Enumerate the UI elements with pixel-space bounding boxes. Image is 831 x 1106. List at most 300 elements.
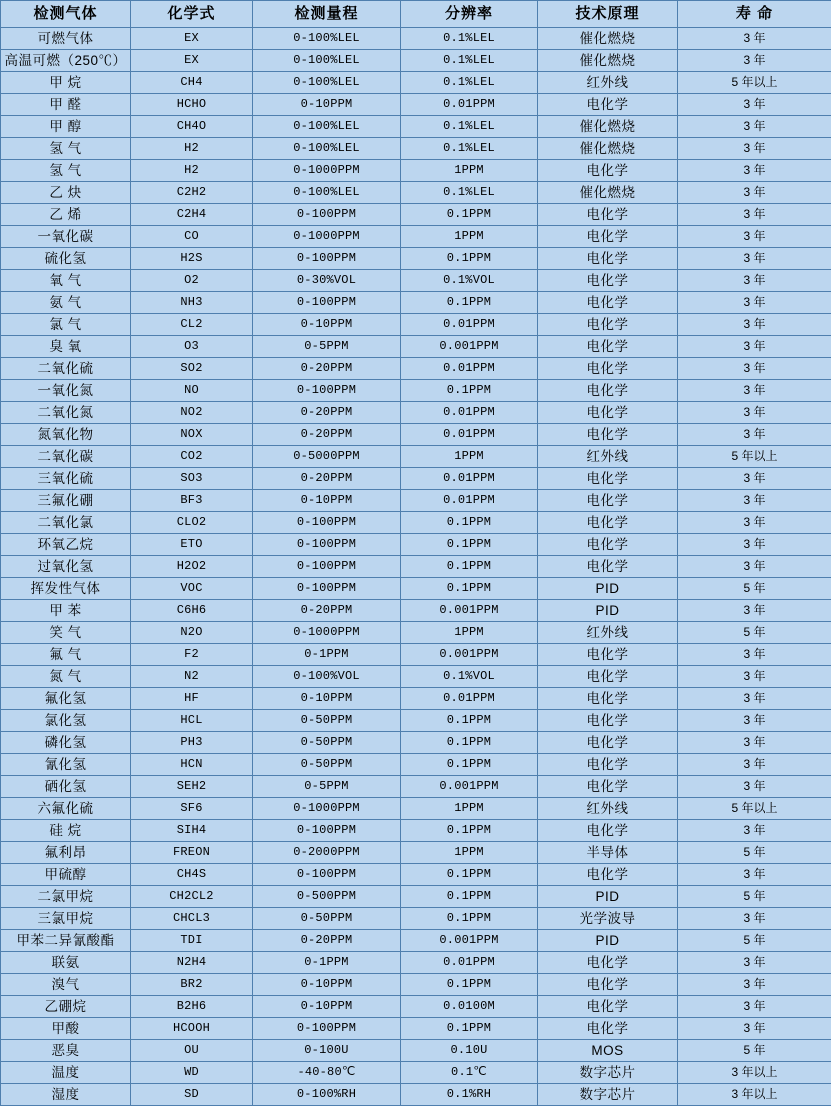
cell-lifespan: 3 年 (678, 138, 831, 160)
cell-chemical-formula: EX (131, 28, 253, 50)
cell-detection-range: 0-5000PPM (253, 446, 401, 468)
cell-lifespan: 5 年 (678, 1040, 831, 1062)
table-row (1, 314, 831, 336)
cell-detection-range: 0-100%LEL (253, 28, 401, 50)
table-row (1, 468, 831, 490)
cell-lifespan: 3 年 (678, 50, 831, 72)
cell-resolution: 0.1PPM (401, 974, 538, 996)
table-row (1, 270, 831, 292)
column-header-resolution: 分辨率 (401, 1, 538, 28)
cell-technical-principle: 电化学 (538, 314, 678, 336)
cell-lifespan: 3 年 (678, 644, 831, 666)
cell-resolution: 0.01PPM (401, 688, 538, 710)
cell-technical-principle: 数字芯片 (538, 1062, 678, 1084)
cell-technical-principle: 催化燃烧 (538, 116, 678, 138)
cell-gas-name: 氰化氢 (1, 754, 131, 776)
cell-detection-range: 0-1000PPM (253, 798, 401, 820)
cell-gas-name: 乙 烯 (1, 204, 131, 226)
cell-resolution: 0.0100M (401, 996, 538, 1018)
cell-lifespan: 3 年 (678, 974, 831, 996)
cell-resolution: 0.1PPM (401, 534, 538, 556)
table-row (1, 204, 831, 226)
table-row (1, 776, 831, 798)
cell-gas-name: 六氟化硫 (1, 798, 131, 820)
cell-gas-name: 溴气 (1, 974, 131, 996)
cell-chemical-formula: N2 (131, 666, 253, 688)
cell-gas-name: 氟利昂 (1, 842, 131, 864)
cell-resolution: 0.01PPM (401, 358, 538, 380)
table-row (1, 160, 831, 182)
cell-detection-range: 0-100PPM (253, 380, 401, 402)
cell-resolution: 1PPM (401, 842, 538, 864)
table-row (1, 292, 831, 314)
cell-resolution: 0.1PPM (401, 886, 538, 908)
table-row (1, 402, 831, 424)
cell-resolution: 0.1PPM (401, 754, 538, 776)
cell-resolution: 0.001PPM (401, 930, 538, 952)
cell-detection-range: 0-5PPM (253, 776, 401, 798)
table-row (1, 72, 831, 94)
cell-chemical-formula: N2O (131, 622, 253, 644)
cell-resolution: 1PPM (401, 226, 538, 248)
cell-resolution: 0.1PPM (401, 556, 538, 578)
cell-technical-principle: 电化学 (538, 380, 678, 402)
table-row (1, 688, 831, 710)
cell-lifespan: 3 年 (678, 600, 831, 622)
cell-lifespan: 3 年 (678, 204, 831, 226)
cell-detection-range: 0-2000PPM (253, 842, 401, 864)
cell-lifespan: 3 年 (678, 116, 831, 138)
cell-resolution: 0.001PPM (401, 600, 538, 622)
cell-chemical-formula: C2H2 (131, 182, 253, 204)
cell-gas-name: 硅 烷 (1, 820, 131, 842)
cell-lifespan: 3 年 (678, 710, 831, 732)
cell-chemical-formula: CO (131, 226, 253, 248)
cell-technical-principle: 催化燃烧 (538, 50, 678, 72)
cell-lifespan: 3 年 (678, 468, 831, 490)
cell-technical-principle: 电化学 (538, 468, 678, 490)
cell-detection-range: 0-10PPM (253, 490, 401, 512)
table-row (1, 1018, 831, 1040)
cell-technical-principle: 电化学 (538, 666, 678, 688)
cell-chemical-formula: SO3 (131, 468, 253, 490)
cell-resolution: 1PPM (401, 160, 538, 182)
table-row (1, 424, 831, 446)
cell-technical-principle: 电化学 (538, 424, 678, 446)
cell-technical-principle: 红外线 (538, 72, 678, 94)
cell-gas-name: 温度 (1, 1062, 131, 1084)
cell-technical-principle: PID (538, 886, 678, 908)
cell-gas-name: 甲 醛 (1, 94, 131, 116)
cell-chemical-formula: H2 (131, 160, 253, 182)
column-header-principle: 技术原理 (538, 1, 678, 28)
cell-detection-range: 0-10PPM (253, 94, 401, 116)
column-header-formula: 化学式 (131, 1, 253, 28)
table-row (1, 996, 831, 1018)
cell-chemical-formula: OU (131, 1040, 253, 1062)
cell-resolution: 0.1PPM (401, 864, 538, 886)
cell-chemical-formula: SD (131, 1084, 253, 1106)
cell-technical-principle: MOS (538, 1040, 678, 1062)
table-row (1, 512, 831, 534)
cell-chemical-formula: N2H4 (131, 952, 253, 974)
cell-resolution: 0.01PPM (401, 94, 538, 116)
cell-detection-range: 0-10PPM (253, 996, 401, 1018)
cell-resolution: 0.01PPM (401, 424, 538, 446)
cell-gas-name: 二氧化硫 (1, 358, 131, 380)
table-header (1, 1, 831, 28)
cell-technical-principle: 电化学 (538, 688, 678, 710)
cell-technical-principle: 电化学 (538, 534, 678, 556)
cell-lifespan: 3 年 (678, 182, 831, 204)
cell-resolution: 0.001PPM (401, 776, 538, 798)
cell-lifespan: 3 年 (678, 490, 831, 512)
cell-detection-range: -40-80℃ (253, 1062, 401, 1084)
cell-gas-name: 三氟化硼 (1, 490, 131, 512)
cell-chemical-formula: BF3 (131, 490, 253, 512)
cell-detection-range: 0-20PPM (253, 930, 401, 952)
cell-gas-name: 氯 气 (1, 314, 131, 336)
table-row (1, 600, 831, 622)
cell-chemical-formula: HF (131, 688, 253, 710)
cell-lifespan: 3 年 (678, 864, 831, 886)
column-header-range: 检测量程 (253, 1, 401, 28)
cell-lifespan: 3 年 (678, 314, 831, 336)
cell-resolution: 0.1PPM (401, 732, 538, 754)
table-row (1, 50, 831, 72)
cell-detection-range: 0-50PPM (253, 710, 401, 732)
cell-resolution: 0.1%LEL (401, 28, 538, 50)
cell-technical-principle: 催化燃烧 (538, 138, 678, 160)
cell-gas-name: 磷化氢 (1, 732, 131, 754)
cell-lifespan: 5 年 (678, 578, 831, 600)
cell-lifespan: 5 年 (678, 886, 831, 908)
cell-gas-name: 氨 气 (1, 292, 131, 314)
cell-chemical-formula: O2 (131, 270, 253, 292)
cell-lifespan: 3 年 (678, 754, 831, 776)
cell-detection-range: 0-100%LEL (253, 72, 401, 94)
cell-detection-range: 0-10PPM (253, 974, 401, 996)
table-row (1, 336, 831, 358)
cell-resolution: 1PPM (401, 622, 538, 644)
cell-lifespan: 5 年以上 (678, 72, 831, 94)
cell-resolution: 0.1PPM (401, 292, 538, 314)
cell-detection-range: 0-100PPM (253, 578, 401, 600)
cell-technical-principle: PID (538, 930, 678, 952)
cell-resolution: 0.1PPM (401, 248, 538, 270)
cell-detection-range: 0-100PPM (253, 1018, 401, 1040)
cell-technical-principle: 电化学 (538, 490, 678, 512)
cell-gas-name: 恶臭 (1, 1040, 131, 1062)
cell-resolution: 1PPM (401, 446, 538, 468)
cell-resolution: 0.1%VOL (401, 666, 538, 688)
cell-technical-principle: 电化学 (538, 248, 678, 270)
cell-resolution: 0.1PPM (401, 578, 538, 600)
cell-detection-range: 0-20PPM (253, 402, 401, 424)
cell-detection-range: 0-100PPM (253, 534, 401, 556)
cell-lifespan: 3 年 (678, 908, 831, 930)
cell-resolution: 0.1PPM (401, 1018, 538, 1040)
cell-technical-principle: 电化学 (538, 820, 678, 842)
cell-gas-name: 氢 气 (1, 160, 131, 182)
table-row (1, 1062, 831, 1084)
cell-lifespan: 5 年 (678, 930, 831, 952)
cell-detection-range: 0-1000PPM (253, 622, 401, 644)
cell-lifespan: 3 年 (678, 402, 831, 424)
table-row (1, 908, 831, 930)
table-row (1, 1084, 831, 1106)
table-row (1, 930, 831, 952)
table-row (1, 94, 831, 116)
table-row (1, 798, 831, 820)
cell-technical-principle: 电化学 (538, 270, 678, 292)
cell-chemical-formula: WD (131, 1062, 253, 1084)
table-row (1, 864, 831, 886)
cell-resolution: 0.10U (401, 1040, 538, 1062)
cell-detection-range: 0-100%LEL (253, 138, 401, 160)
cell-resolution: 0.1%LEL (401, 138, 538, 160)
table-row (1, 666, 831, 688)
cell-technical-principle: 电化学 (538, 94, 678, 116)
cell-technical-principle: 电化学 (538, 512, 678, 534)
cell-gas-name: 二氧化碳 (1, 446, 131, 468)
cell-technical-principle: 电化学 (538, 226, 678, 248)
cell-lifespan: 3 年 (678, 952, 831, 974)
cell-chemical-formula: HCN (131, 754, 253, 776)
cell-technical-principle: 电化学 (538, 732, 678, 754)
cell-lifespan: 3 年 (678, 556, 831, 578)
cell-gas-name: 挥发性气体 (1, 578, 131, 600)
cell-lifespan: 3 年 (678, 292, 831, 314)
cell-gas-name: 硒化氢 (1, 776, 131, 798)
table-row (1, 226, 831, 248)
cell-gas-name: 高温可燃（250℃） (1, 50, 131, 72)
cell-technical-principle: 电化学 (538, 1018, 678, 1040)
cell-detection-range: 0-20PPM (253, 424, 401, 446)
cell-technical-principle: 电化学 (538, 952, 678, 974)
cell-chemical-formula: EX (131, 50, 253, 72)
cell-chemical-formula: HCL (131, 710, 253, 732)
cell-lifespan: 3 年 (678, 226, 831, 248)
cell-detection-range: 0-100%VOL (253, 666, 401, 688)
cell-chemical-formula: NH3 (131, 292, 253, 314)
cell-chemical-formula: FREON (131, 842, 253, 864)
cell-resolution: 0.1%LEL (401, 116, 538, 138)
cell-gas-name: 过氧化氢 (1, 556, 131, 578)
cell-lifespan: 3 年 (678, 534, 831, 556)
cell-resolution: 0.1%LEL (401, 182, 538, 204)
cell-detection-range: 0-100U (253, 1040, 401, 1062)
cell-gas-name: 三氯甲烷 (1, 908, 131, 930)
cell-chemical-formula: NO2 (131, 402, 253, 424)
cell-gas-name: 氟化氢 (1, 688, 131, 710)
cell-technical-principle: 电化学 (538, 402, 678, 424)
cell-resolution: 0.001PPM (401, 644, 538, 666)
cell-gas-name: 臭 氧 (1, 336, 131, 358)
cell-chemical-formula: BR2 (131, 974, 253, 996)
cell-technical-principle: 红外线 (538, 798, 678, 820)
cell-lifespan: 3 年 (678, 94, 831, 116)
cell-detection-range: 0-5PPM (253, 336, 401, 358)
cell-lifespan: 5 年 (678, 622, 831, 644)
cell-gas-name: 氢 气 (1, 138, 131, 160)
cell-chemical-formula: SIH4 (131, 820, 253, 842)
cell-lifespan: 5 年以上 (678, 798, 831, 820)
cell-technical-principle: 电化学 (538, 974, 678, 996)
cell-technical-principle: 电化学 (538, 336, 678, 358)
cell-chemical-formula: CL2 (131, 314, 253, 336)
cell-chemical-formula: PH3 (131, 732, 253, 754)
cell-gas-name: 二氯甲烷 (1, 886, 131, 908)
cell-technical-principle: 电化学 (538, 996, 678, 1018)
cell-chemical-formula: C6H6 (131, 600, 253, 622)
cell-resolution: 0.01PPM (401, 468, 538, 490)
cell-chemical-formula: F2 (131, 644, 253, 666)
cell-lifespan: 3 年 (678, 336, 831, 358)
cell-resolution: 0.01PPM (401, 490, 538, 512)
table-row (1, 446, 831, 468)
cell-detection-range: 0-100PPM (253, 248, 401, 270)
cell-lifespan: 3 年 (678, 1018, 831, 1040)
cell-gas-name: 氧 气 (1, 270, 131, 292)
cell-technical-principle: 电化学 (538, 864, 678, 886)
cell-resolution: 0.1PPM (401, 820, 538, 842)
cell-resolution: 0.1PPM (401, 512, 538, 534)
cell-detection-range: 0-1PPM (253, 952, 401, 974)
cell-gas-name: 一氧化氮 (1, 380, 131, 402)
cell-resolution: 0.1%LEL (401, 50, 538, 72)
cell-gas-name: 环氧乙烷 (1, 534, 131, 556)
table-row (1, 644, 831, 666)
cell-lifespan: 5 年 (678, 842, 831, 864)
cell-technical-principle: 电化学 (538, 556, 678, 578)
table-row (1, 248, 831, 270)
cell-resolution: 0.1PPM (401, 710, 538, 732)
table-row (1, 358, 831, 380)
cell-chemical-formula: ETO (131, 534, 253, 556)
cell-gas-name: 甲 苯 (1, 600, 131, 622)
cell-technical-principle: 数字芯片 (538, 1084, 678, 1106)
table-row (1, 1040, 831, 1062)
cell-chemical-formula: NOX (131, 424, 253, 446)
cell-chemical-formula: NO (131, 380, 253, 402)
cell-lifespan: 3 年 (678, 270, 831, 292)
cell-detection-range: 0-50PPM (253, 754, 401, 776)
cell-technical-principle: 光学波导 (538, 908, 678, 930)
cell-technical-principle: 电化学 (538, 710, 678, 732)
cell-gas-name: 二氧化氯 (1, 512, 131, 534)
cell-gas-name: 联氨 (1, 952, 131, 974)
table-row (1, 886, 831, 908)
cell-detection-range: 0-100PPM (253, 864, 401, 886)
cell-technical-principle: PID (538, 600, 678, 622)
cell-technical-principle: 电化学 (538, 776, 678, 798)
cell-chemical-formula: SO2 (131, 358, 253, 380)
cell-chemical-formula: CH4S (131, 864, 253, 886)
cell-lifespan: 3 年 (678, 820, 831, 842)
cell-gas-name: 乙 炔 (1, 182, 131, 204)
table-row (1, 380, 831, 402)
cell-gas-name: 甲酸 (1, 1018, 131, 1040)
table-row (1, 732, 831, 754)
table-row (1, 116, 831, 138)
cell-detection-range: 0-100PPM (253, 512, 401, 534)
table-row (1, 622, 831, 644)
cell-gas-name: 二氧化氮 (1, 402, 131, 424)
cell-gas-name: 甲 烷 (1, 72, 131, 94)
cell-chemical-formula: C2H4 (131, 204, 253, 226)
cell-technical-principle: 电化学 (538, 644, 678, 666)
cell-detection-range: 0-100%LEL (253, 182, 401, 204)
cell-resolution: 0.01PPM (401, 314, 538, 336)
cell-gas-name: 硫化氢 (1, 248, 131, 270)
cell-detection-range: 0-500PPM (253, 886, 401, 908)
cell-chemical-formula: B2H6 (131, 996, 253, 1018)
cell-technical-principle: 催化燃烧 (538, 28, 678, 50)
table-body (1, 28, 831, 1106)
table-row (1, 754, 831, 776)
cell-chemical-formula: H2S (131, 248, 253, 270)
table-row (1, 952, 831, 974)
cell-technical-principle: 半导体 (538, 842, 678, 864)
cell-chemical-formula: CH4 (131, 72, 253, 94)
cell-detection-range: 0-20PPM (253, 468, 401, 490)
cell-resolution: 0.1%LEL (401, 72, 538, 94)
cell-lifespan: 3 年 (678, 28, 831, 50)
cell-technical-principle: 红外线 (538, 446, 678, 468)
cell-resolution: 0.1℃ (401, 1062, 538, 1084)
cell-chemical-formula: O3 (131, 336, 253, 358)
cell-detection-range: 0-1000PPM (253, 226, 401, 248)
cell-lifespan: 3 年 (678, 424, 831, 446)
table-row (1, 842, 831, 864)
cell-gas-name: 甲 醇 (1, 116, 131, 138)
cell-gas-name: 氮氧化物 (1, 424, 131, 446)
cell-chemical-formula: H2O2 (131, 556, 253, 578)
table-row (1, 490, 831, 512)
column-header-lifespan: 寿 命 (678, 1, 831, 28)
cell-detection-range: 0-100PPM (253, 556, 401, 578)
cell-lifespan: 3 年 (678, 688, 831, 710)
column-header-gas: 检测气体 (1, 1, 131, 28)
cell-lifespan: 3 年 (678, 380, 831, 402)
table-row (1, 710, 831, 732)
cell-detection-range: 0-20PPM (253, 358, 401, 380)
cell-detection-range: 0-100%LEL (253, 50, 401, 72)
cell-resolution: 0.01PPM (401, 952, 538, 974)
cell-technical-principle: 电化学 (538, 204, 678, 226)
cell-chemical-formula: CO2 (131, 446, 253, 468)
cell-gas-name: 甲硫醇 (1, 864, 131, 886)
cell-resolution: 1PPM (401, 798, 538, 820)
cell-gas-name: 一氧化碳 (1, 226, 131, 248)
cell-technical-principle: 催化燃烧 (538, 182, 678, 204)
cell-detection-range: 0-50PPM (253, 732, 401, 754)
table-row (1, 820, 831, 842)
cell-detection-range: 0-1000PPM (253, 160, 401, 182)
cell-lifespan: 3 年以上 (678, 1062, 831, 1084)
cell-resolution: 0.01PPM (401, 402, 538, 424)
cell-gas-name: 乙硼烷 (1, 996, 131, 1018)
cell-chemical-formula: CH4O (131, 116, 253, 138)
cell-chemical-formula: SF6 (131, 798, 253, 820)
cell-chemical-formula: CH2CL2 (131, 886, 253, 908)
table-row (1, 974, 831, 996)
table-header-row (1, 1, 831, 28)
table-row (1, 578, 831, 600)
cell-technical-principle: 红外线 (538, 622, 678, 644)
cell-lifespan: 3 年 (678, 732, 831, 754)
